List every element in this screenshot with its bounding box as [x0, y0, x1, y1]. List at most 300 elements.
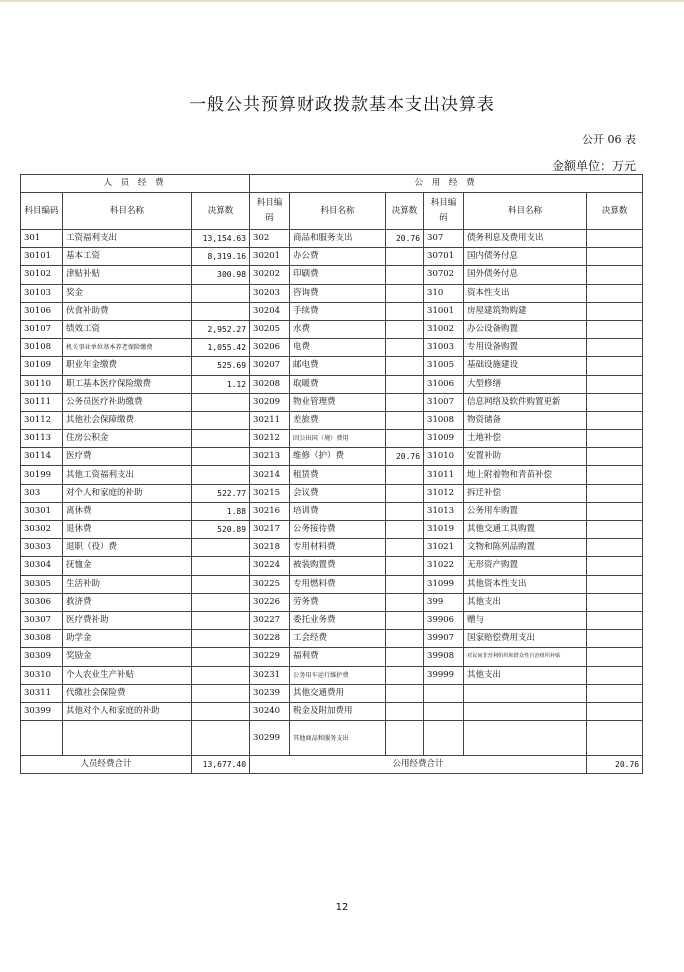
- cell-code: 31019: [424, 521, 464, 539]
- cell-amount: [192, 430, 250, 448]
- cell-name: 国家赔偿费用支出: [464, 630, 587, 648]
- personnel-total-value: 13,677.40: [192, 756, 250, 774]
- cell-amount: [386, 557, 424, 575]
- cell-amount: [587, 684, 643, 702]
- cell-code: 30301: [21, 502, 63, 520]
- table-row: [21, 248, 643, 266]
- cell-code: 30216: [250, 502, 290, 520]
- cell-name: 水费: [290, 320, 386, 338]
- cell-amount: [587, 502, 643, 520]
- cell-amount: 1.88: [192, 502, 250, 520]
- cell-name: 其他交通工具购置: [464, 521, 587, 539]
- cell-name: 其他工资福利支出: [63, 466, 192, 484]
- cell-code: 30109: [21, 357, 63, 375]
- table-row: [21, 666, 643, 684]
- cell-code: 30106: [21, 302, 63, 320]
- cell-code: 31007: [424, 393, 464, 411]
- cell-code: 31008: [424, 411, 464, 429]
- cell-name: 办公费: [290, 248, 386, 266]
- cell-amount: [386, 393, 424, 411]
- cell-amount: [386, 593, 424, 611]
- cell-code: 30303: [21, 539, 63, 557]
- cell-amount: [386, 248, 424, 266]
- cell-amount: [192, 466, 250, 484]
- cell-amount: 13,154.63: [192, 230, 250, 248]
- cell-code: 31010: [424, 448, 464, 466]
- cell-amount: [587, 484, 643, 502]
- cell-code: 30112: [21, 411, 63, 429]
- cell-amount: [386, 575, 424, 593]
- cell-code: 30103: [21, 284, 63, 302]
- cell-name: 债务利息及费用支出: [464, 230, 587, 248]
- cell-amount: [386, 684, 424, 702]
- table-row: [21, 684, 643, 702]
- cell-name: 救济费: [63, 593, 192, 611]
- cell-name: [464, 702, 587, 720]
- cell-name: 地上附着物和青苗补偿: [464, 466, 587, 484]
- cell-name: 土地补偿: [464, 430, 587, 448]
- cell-code: 30206: [250, 339, 290, 357]
- cell-code: [21, 721, 63, 756]
- cell-amount: [587, 320, 643, 338]
- personnel-total-label: 人员经费合计: [21, 756, 192, 774]
- cell-amount: [386, 611, 424, 629]
- cell-amount: [386, 702, 424, 720]
- cell-code: 30229: [250, 648, 290, 666]
- cell-code: 30239: [250, 684, 290, 702]
- cell-name: 退休费: [63, 521, 192, 539]
- cell-code: 30304: [21, 557, 63, 575]
- cell-code: 31012: [424, 484, 464, 502]
- table-row: [21, 575, 643, 593]
- cell-code: 30207: [250, 357, 290, 375]
- cell-name: 公务接待费: [290, 521, 386, 539]
- cell-name: 被装购置费: [290, 557, 386, 575]
- cell-amount: [386, 266, 424, 284]
- cell-code: 30107: [21, 320, 63, 338]
- cell-name: 福利费: [290, 648, 386, 666]
- cell-code: 30213: [250, 448, 290, 466]
- personnel-group-header: 人 员 经 费: [21, 175, 250, 193]
- public-total-label: 公用经费合计: [250, 756, 587, 774]
- cell-amount: 520.89: [192, 521, 250, 539]
- cell-name: 职工基本医疗保险缴费: [63, 375, 192, 393]
- cell-amount: 8,319.16: [192, 248, 250, 266]
- cell-code: 30217: [250, 521, 290, 539]
- col-header-amount: 决算数: [192, 193, 250, 230]
- cell-name: 个人农业生产补贴: [63, 666, 192, 684]
- table-row: [21, 611, 643, 629]
- cell-code: 30209: [250, 393, 290, 411]
- cell-amount: [192, 448, 250, 466]
- cell-name: 医疗费: [63, 448, 192, 466]
- cell-name: 抚恤金: [63, 557, 192, 575]
- cell-amount: [386, 375, 424, 393]
- table-row: [21, 284, 643, 302]
- cell-code: 30302: [21, 521, 63, 539]
- cell-code: 30228: [250, 630, 290, 648]
- cell-name: [464, 721, 587, 756]
- cell-amount: [386, 502, 424, 520]
- cell-code: 30310: [21, 666, 63, 684]
- cell-code: 30306: [21, 593, 63, 611]
- cell-amount: [587, 302, 643, 320]
- cell-amount: [587, 539, 643, 557]
- page-number: 12: [335, 902, 349, 913]
- cell-code: 302: [250, 230, 290, 248]
- cell-code: 30199: [21, 466, 63, 484]
- cell-amount: [386, 320, 424, 338]
- cell-amount: 1.12: [192, 375, 250, 393]
- cell-name: 国外债务付息: [464, 266, 587, 284]
- col-header-name: 科目名称: [464, 193, 587, 230]
- cell-name: 工资福利支出: [63, 230, 192, 248]
- cell-code: 307: [424, 230, 464, 248]
- cell-name: 津贴补贴: [63, 266, 192, 284]
- cell-name: 机关事业单位基本养老保险缴费: [63, 339, 192, 357]
- cell-amount: [587, 521, 643, 539]
- cell-code: 31009: [424, 430, 464, 448]
- cell-name: 基本工资: [63, 248, 192, 266]
- cell-code: 30201: [250, 248, 290, 266]
- cell-code: 31013: [424, 502, 464, 520]
- table-row: [21, 375, 643, 393]
- cell-code: 310: [424, 284, 464, 302]
- cell-code: 30225: [250, 575, 290, 593]
- cell-name: 资本性支出: [464, 284, 587, 302]
- cell-amount: 522.77: [192, 484, 250, 502]
- table-row: [21, 539, 643, 557]
- cell-amount: [587, 430, 643, 448]
- cell-amount: [587, 266, 643, 284]
- cell-code: 30309: [21, 648, 63, 666]
- cell-name: 安置补助: [464, 448, 587, 466]
- cell-name: 差旅费: [290, 411, 386, 429]
- cell-code: 30399: [21, 702, 63, 720]
- cell-amount: [192, 411, 250, 429]
- cell-code: 31006: [424, 375, 464, 393]
- cell-name: 取暖费: [290, 375, 386, 393]
- cell-amount: [192, 575, 250, 593]
- cell-code: 31099: [424, 575, 464, 593]
- cell-name: 办公设备购置: [464, 320, 587, 338]
- cell-amount: [587, 393, 643, 411]
- table-row: [21, 411, 643, 429]
- cell-name: 信息网络及软件购置更新: [464, 393, 587, 411]
- cell-name: 奖金: [63, 284, 192, 302]
- table-row: [21, 593, 643, 611]
- table-row: [21, 230, 643, 248]
- cell-name: 助学金: [63, 630, 192, 648]
- cell-name: 物业管理费: [290, 393, 386, 411]
- cell-amount: [386, 430, 424, 448]
- cell-code: 31001: [424, 302, 464, 320]
- cell-amount: [386, 411, 424, 429]
- cell-amount: 300.98: [192, 266, 250, 284]
- table-row: [21, 302, 643, 320]
- amount-unit: 金额单位：万元: [551, 159, 636, 173]
- table-row: [21, 702, 643, 720]
- cell-code: 39906: [424, 611, 464, 629]
- cell-name: 文物和陈列品购置: [464, 539, 587, 557]
- cell-amount: [587, 611, 643, 629]
- cell-name: 印刷费: [290, 266, 386, 284]
- cell-amount: [386, 484, 424, 502]
- table-row: [21, 502, 643, 520]
- cell-name: 赠与: [464, 611, 587, 629]
- cell-name: 其他社会保障缴费: [63, 411, 192, 429]
- cell-code: 30214: [250, 466, 290, 484]
- cell-name: 维修（护）费: [290, 448, 386, 466]
- cell-code: 30231: [250, 666, 290, 684]
- cell-code: 30218: [250, 539, 290, 557]
- cell-name: 拆迁补偿: [464, 484, 587, 502]
- cell-name: [464, 684, 587, 702]
- cell-amount: [587, 466, 643, 484]
- cell-code: 31011: [424, 466, 464, 484]
- cell-code: 31003: [424, 339, 464, 357]
- cell-amount: [192, 611, 250, 629]
- cell-code: [424, 721, 464, 756]
- cell-code: 30204: [250, 302, 290, 320]
- cell-code: 31021: [424, 539, 464, 557]
- cell-amount: [386, 466, 424, 484]
- cell-name: 退职（役）费: [63, 539, 192, 557]
- cell-amount: [386, 539, 424, 557]
- cell-code: 30203: [250, 284, 290, 302]
- cell-amount: [587, 284, 643, 302]
- cell-name: 专用设备购置: [464, 339, 587, 357]
- cell-code: 30202: [250, 266, 290, 284]
- table-row: [21, 466, 643, 484]
- cell-name: 公务员医疗补助缴费: [63, 393, 192, 411]
- cell-amount: [386, 357, 424, 375]
- cell-amount: [192, 284, 250, 302]
- cell-name: 职业年金缴费: [63, 357, 192, 375]
- table-row: [21, 339, 643, 357]
- cell-code: 30308: [21, 630, 63, 648]
- cell-name: 手续费: [290, 302, 386, 320]
- cell-code: 39907: [424, 630, 464, 648]
- cell-amount: [386, 339, 424, 357]
- cell-name: 委托业务费: [290, 611, 386, 629]
- cell-amount: [192, 702, 250, 720]
- cell-code: 30113: [21, 430, 63, 448]
- cell-amount: 2,952.27: [192, 320, 250, 338]
- col-header-amount: 决算数: [386, 193, 424, 230]
- cell-amount: [587, 630, 643, 648]
- public-group-header: 公 用 经 费: [250, 175, 643, 193]
- cell-amount: [386, 521, 424, 539]
- cell-name: 专用燃料费: [290, 575, 386, 593]
- cell-amount: [587, 339, 643, 357]
- cell-amount: [386, 630, 424, 648]
- cell-amount: [192, 630, 250, 648]
- cell-amount: [386, 648, 424, 666]
- cell-name: 对民间非营利组织和群众性自治组织补贴: [464, 648, 587, 666]
- cell-name: 电费: [290, 339, 386, 357]
- cell-name: 基础设施建设: [464, 357, 587, 375]
- table-row: [21, 430, 643, 448]
- table-row: [21, 721, 643, 756]
- cell-name: 邮电费: [290, 357, 386, 375]
- cell-name: 国内债务付息: [464, 248, 587, 266]
- col-header-name: 科目名称: [290, 193, 386, 230]
- col-header-code: 科目编码: [21, 193, 63, 230]
- cell-code: 30299: [250, 721, 290, 756]
- cell-name: 公务用车运行维护费: [290, 666, 386, 684]
- cell-amount: [386, 721, 424, 756]
- cell-name: 会议费: [290, 484, 386, 502]
- table-row: [21, 521, 643, 539]
- cell-name: 离休费: [63, 502, 192, 520]
- cell-name: 其他支出: [464, 593, 587, 611]
- cell-amount: 20.76: [386, 448, 424, 466]
- cell-amount: [386, 666, 424, 684]
- cell-code: 30205: [250, 320, 290, 338]
- cell-amount: [587, 557, 643, 575]
- budget-table: [20, 174, 643, 774]
- table-row: [21, 393, 643, 411]
- col-header-amount: 决算数: [587, 193, 643, 230]
- cell-code: 30307: [21, 611, 63, 629]
- cell-amount: [192, 666, 250, 684]
- column-header-row: [21, 193, 643, 230]
- cell-amount: [192, 393, 250, 411]
- cell-name: 代缴社会保险费: [63, 684, 192, 702]
- cell-amount: [587, 230, 643, 248]
- cell-amount: [587, 411, 643, 429]
- cell-code: [424, 684, 464, 702]
- cell-code: 30226: [250, 593, 290, 611]
- page-title: 一般公共预算财政拨款基本支出决算表: [189, 95, 495, 115]
- cell-code: 30240: [250, 702, 290, 720]
- table-row: [21, 557, 643, 575]
- cell-amount: 525.69: [192, 357, 250, 375]
- table-row: [21, 484, 643, 502]
- cell-code: 30108: [21, 339, 63, 357]
- cell-name: 商品和服务支出: [290, 230, 386, 248]
- cell-amount: [587, 375, 643, 393]
- cell-code: 30114: [21, 448, 63, 466]
- cell-name: 其他对个人和家庭的补助: [63, 702, 192, 720]
- cell-amount: 20.76: [386, 230, 424, 248]
- cell-name: 培训费: [290, 502, 386, 520]
- cell-name: 其他支出: [464, 666, 587, 684]
- cell-name: 税金及附加费用: [290, 702, 386, 720]
- cell-amount: [192, 593, 250, 611]
- cell-code: [424, 702, 464, 720]
- cell-code: 30227: [250, 611, 290, 629]
- cell-amount: [587, 357, 643, 375]
- cell-amount: 1,055.42: [192, 339, 250, 357]
- cell-amount: [192, 648, 250, 666]
- cell-amount: [587, 666, 643, 684]
- table-row: [21, 448, 643, 466]
- cell-name: 住房公积金: [63, 430, 192, 448]
- cell-name: 咨询费: [290, 284, 386, 302]
- table-row: [21, 320, 643, 338]
- cell-code: 31022: [424, 557, 464, 575]
- cell-name: 伙食补助费: [63, 302, 192, 320]
- cell-amount: [192, 539, 250, 557]
- cell-amount: [587, 648, 643, 666]
- cell-code: 301: [21, 230, 63, 248]
- cell-amount: [192, 302, 250, 320]
- cell-name: 工会经费: [290, 630, 386, 648]
- col-header-code: 科目编码: [424, 193, 464, 230]
- cell-amount: [386, 302, 424, 320]
- cell-amount: [587, 593, 643, 611]
- cell-amount: [192, 721, 250, 756]
- cell-code: 30110: [21, 375, 63, 393]
- cell-code: 31002: [424, 320, 464, 338]
- cell-name: 公务用车购置: [464, 502, 587, 520]
- cell-name: 其他交通费用: [290, 684, 386, 702]
- cell-code: 30111: [21, 393, 63, 411]
- totals-row: [21, 756, 643, 774]
- cell-amount: [587, 248, 643, 266]
- cell-name: 绩效工资: [63, 320, 192, 338]
- cell-code: 30102: [21, 266, 63, 284]
- cell-code: 399: [424, 593, 464, 611]
- cell-name: 无形资产购置: [464, 557, 587, 575]
- cell-code: 30101: [21, 248, 63, 266]
- cell-name: 租赁费: [290, 466, 386, 484]
- cell-name: 专用材料费: [290, 539, 386, 557]
- cell-code: 30305: [21, 575, 63, 593]
- cell-amount: [587, 721, 643, 756]
- cell-amount: [587, 575, 643, 593]
- table-row: [21, 266, 643, 284]
- cell-name: 因公出国（境）费用: [290, 430, 386, 448]
- cell-name: 大型修缮: [464, 375, 587, 393]
- cell-code: 39999: [424, 666, 464, 684]
- cell-code: 30212: [250, 430, 290, 448]
- cell-code: 30311: [21, 684, 63, 702]
- cell-code: 303: [21, 484, 63, 502]
- cell-code: 30702: [424, 266, 464, 284]
- cell-code: 30208: [250, 375, 290, 393]
- col-header-code: 科目编码: [250, 193, 290, 230]
- cell-name: 劳务费: [290, 593, 386, 611]
- form-number: 公开 06 表: [582, 133, 636, 146]
- cell-name: 对个人和家庭的补助: [63, 484, 192, 502]
- cell-code: 30211: [250, 411, 290, 429]
- cell-amount: [587, 702, 643, 720]
- cell-name: 生活补助: [63, 575, 192, 593]
- cell-name: 奖励金: [63, 648, 192, 666]
- cell-code: 39908: [424, 648, 464, 666]
- cell-name: 房屋建筑物购建: [464, 302, 587, 320]
- table-row: [21, 648, 643, 666]
- cell-name: 物资储备: [464, 411, 587, 429]
- cell-code: 30224: [250, 557, 290, 575]
- group-header-row: [21, 175, 643, 193]
- header-rule: [0, 0, 684, 2]
- public-total-value: 20.76: [587, 756, 643, 774]
- cell-name: [63, 721, 192, 756]
- cell-amount: [386, 284, 424, 302]
- cell-amount: [192, 557, 250, 575]
- cell-code: 31005: [424, 357, 464, 375]
- cell-name: 其他资本性支出: [464, 575, 587, 593]
- cell-name: 医疗费补助: [63, 611, 192, 629]
- cell-amount: [587, 448, 643, 466]
- table-row: [21, 630, 643, 648]
- cell-code: 30701: [424, 248, 464, 266]
- col-header-name: 科目名称: [63, 193, 192, 230]
